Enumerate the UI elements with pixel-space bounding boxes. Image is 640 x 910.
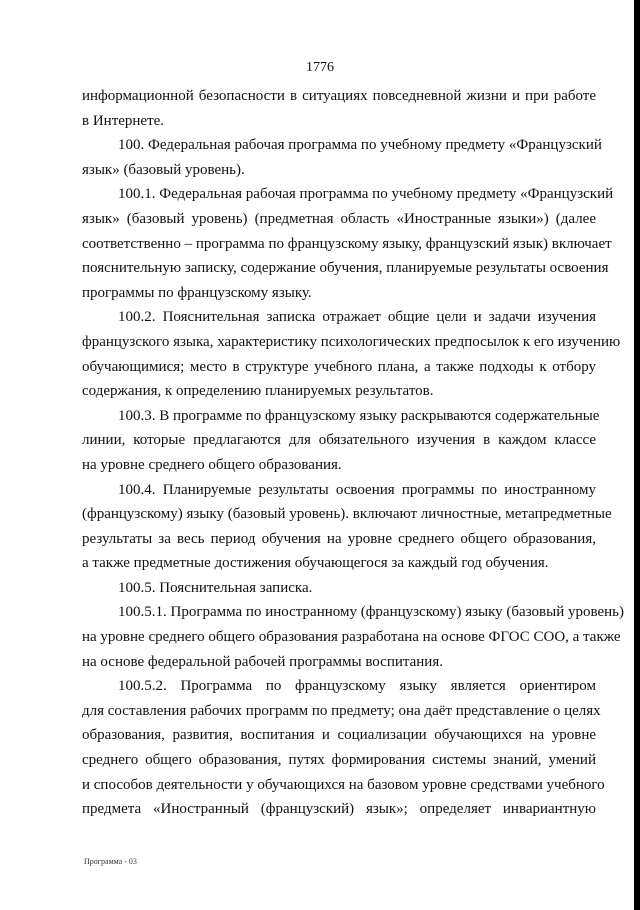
text-line: 100.5.2. Программа по французскому языку является ориентиром (118, 678, 596, 695)
text-line: 100.2. Пояснительная записка отражает общие цели и задачи изучения (118, 309, 596, 326)
text-line: соответственно – программа по французскому языку, французский язык) включает (82, 235, 612, 252)
text-line: 100.5. Пояснительная записка. (118, 579, 313, 596)
text-line: а также предметные достижения обучающегося за каждый год обучения. (82, 555, 549, 572)
text-line: (французскому) языку (базовый уровень). включают личностные, метапредметные (82, 506, 612, 523)
text-line: для составления рабочих программ по предмету; она даёт представление о целях (82, 702, 601, 719)
text-line: информационной безопасности в ситуациях повседневной жизни и при работе (82, 88, 596, 104)
text-line: на уровне среднего общего образования. (82, 456, 342, 473)
page-number: 1776 (306, 60, 334, 75)
text-line: на основе федеральной рабочей программы воспитания. (82, 653, 443, 670)
text-line: на уровне среднего общего образования разработана на основе ФГОС СОО, а также (82, 629, 621, 646)
document-body (82, 84, 624, 822)
text-line: 100.4. Планируемые результаты освоения программы по иностранному (118, 481, 596, 498)
scan-edge (634, 0, 640, 910)
text-line: и способов деятельности у обучающихся на базовом уровне средствами учебного (82, 776, 605, 793)
text-line: язык» (базовый уровень). (82, 161, 245, 178)
text-line: содержания, к определению планируемых результатов. (82, 383, 434, 400)
text-line: 100.1. Федеральная рабочая программа по учебному предмету «Французский (118, 186, 614, 203)
text-line: предмета «Иностранный (французский) язык»; определяет инвариантную (82, 801, 596, 818)
text-line: в Интернете. (82, 112, 165, 129)
text-line: 100. Федеральная рабочая программа по учебному предмету «Французский (118, 137, 602, 154)
text-line: образования, развития, воспитания и социализации обучающихся на уровне (82, 727, 596, 744)
text-line: программы по французскому языку. (82, 284, 312, 301)
text-line: 100.5.1. Программа по иностранному (французскому) языку (базовый уровень) (118, 604, 624, 621)
text-line: среднего общего образования, путях формирования системы знаний, умений (82, 752, 596, 769)
text-line: результаты за весь период обучения на уровне среднего общего образования, (82, 530, 596, 547)
text-line: язык» (базовый уровень) (предметная область «Иностранные языки») (далее (82, 210, 596, 227)
text-line: обучающимися; место в структуре учебного плана, а также подходы к отбору (82, 358, 596, 375)
text-line: 100.3. В программе по французскому языку раскрываются содержательные (118, 407, 600, 424)
footer-label: Программа - 03 (84, 857, 137, 866)
text-line: пояснительную записку, содержание обучения, планируемые результаты освоения (82, 260, 609, 277)
text-line: французского языка, характеристику психологических предпосылок к его изучению (82, 333, 621, 350)
text-line: линии, которые предлагаются для обязательного изучения в каждом классе (82, 432, 596, 449)
